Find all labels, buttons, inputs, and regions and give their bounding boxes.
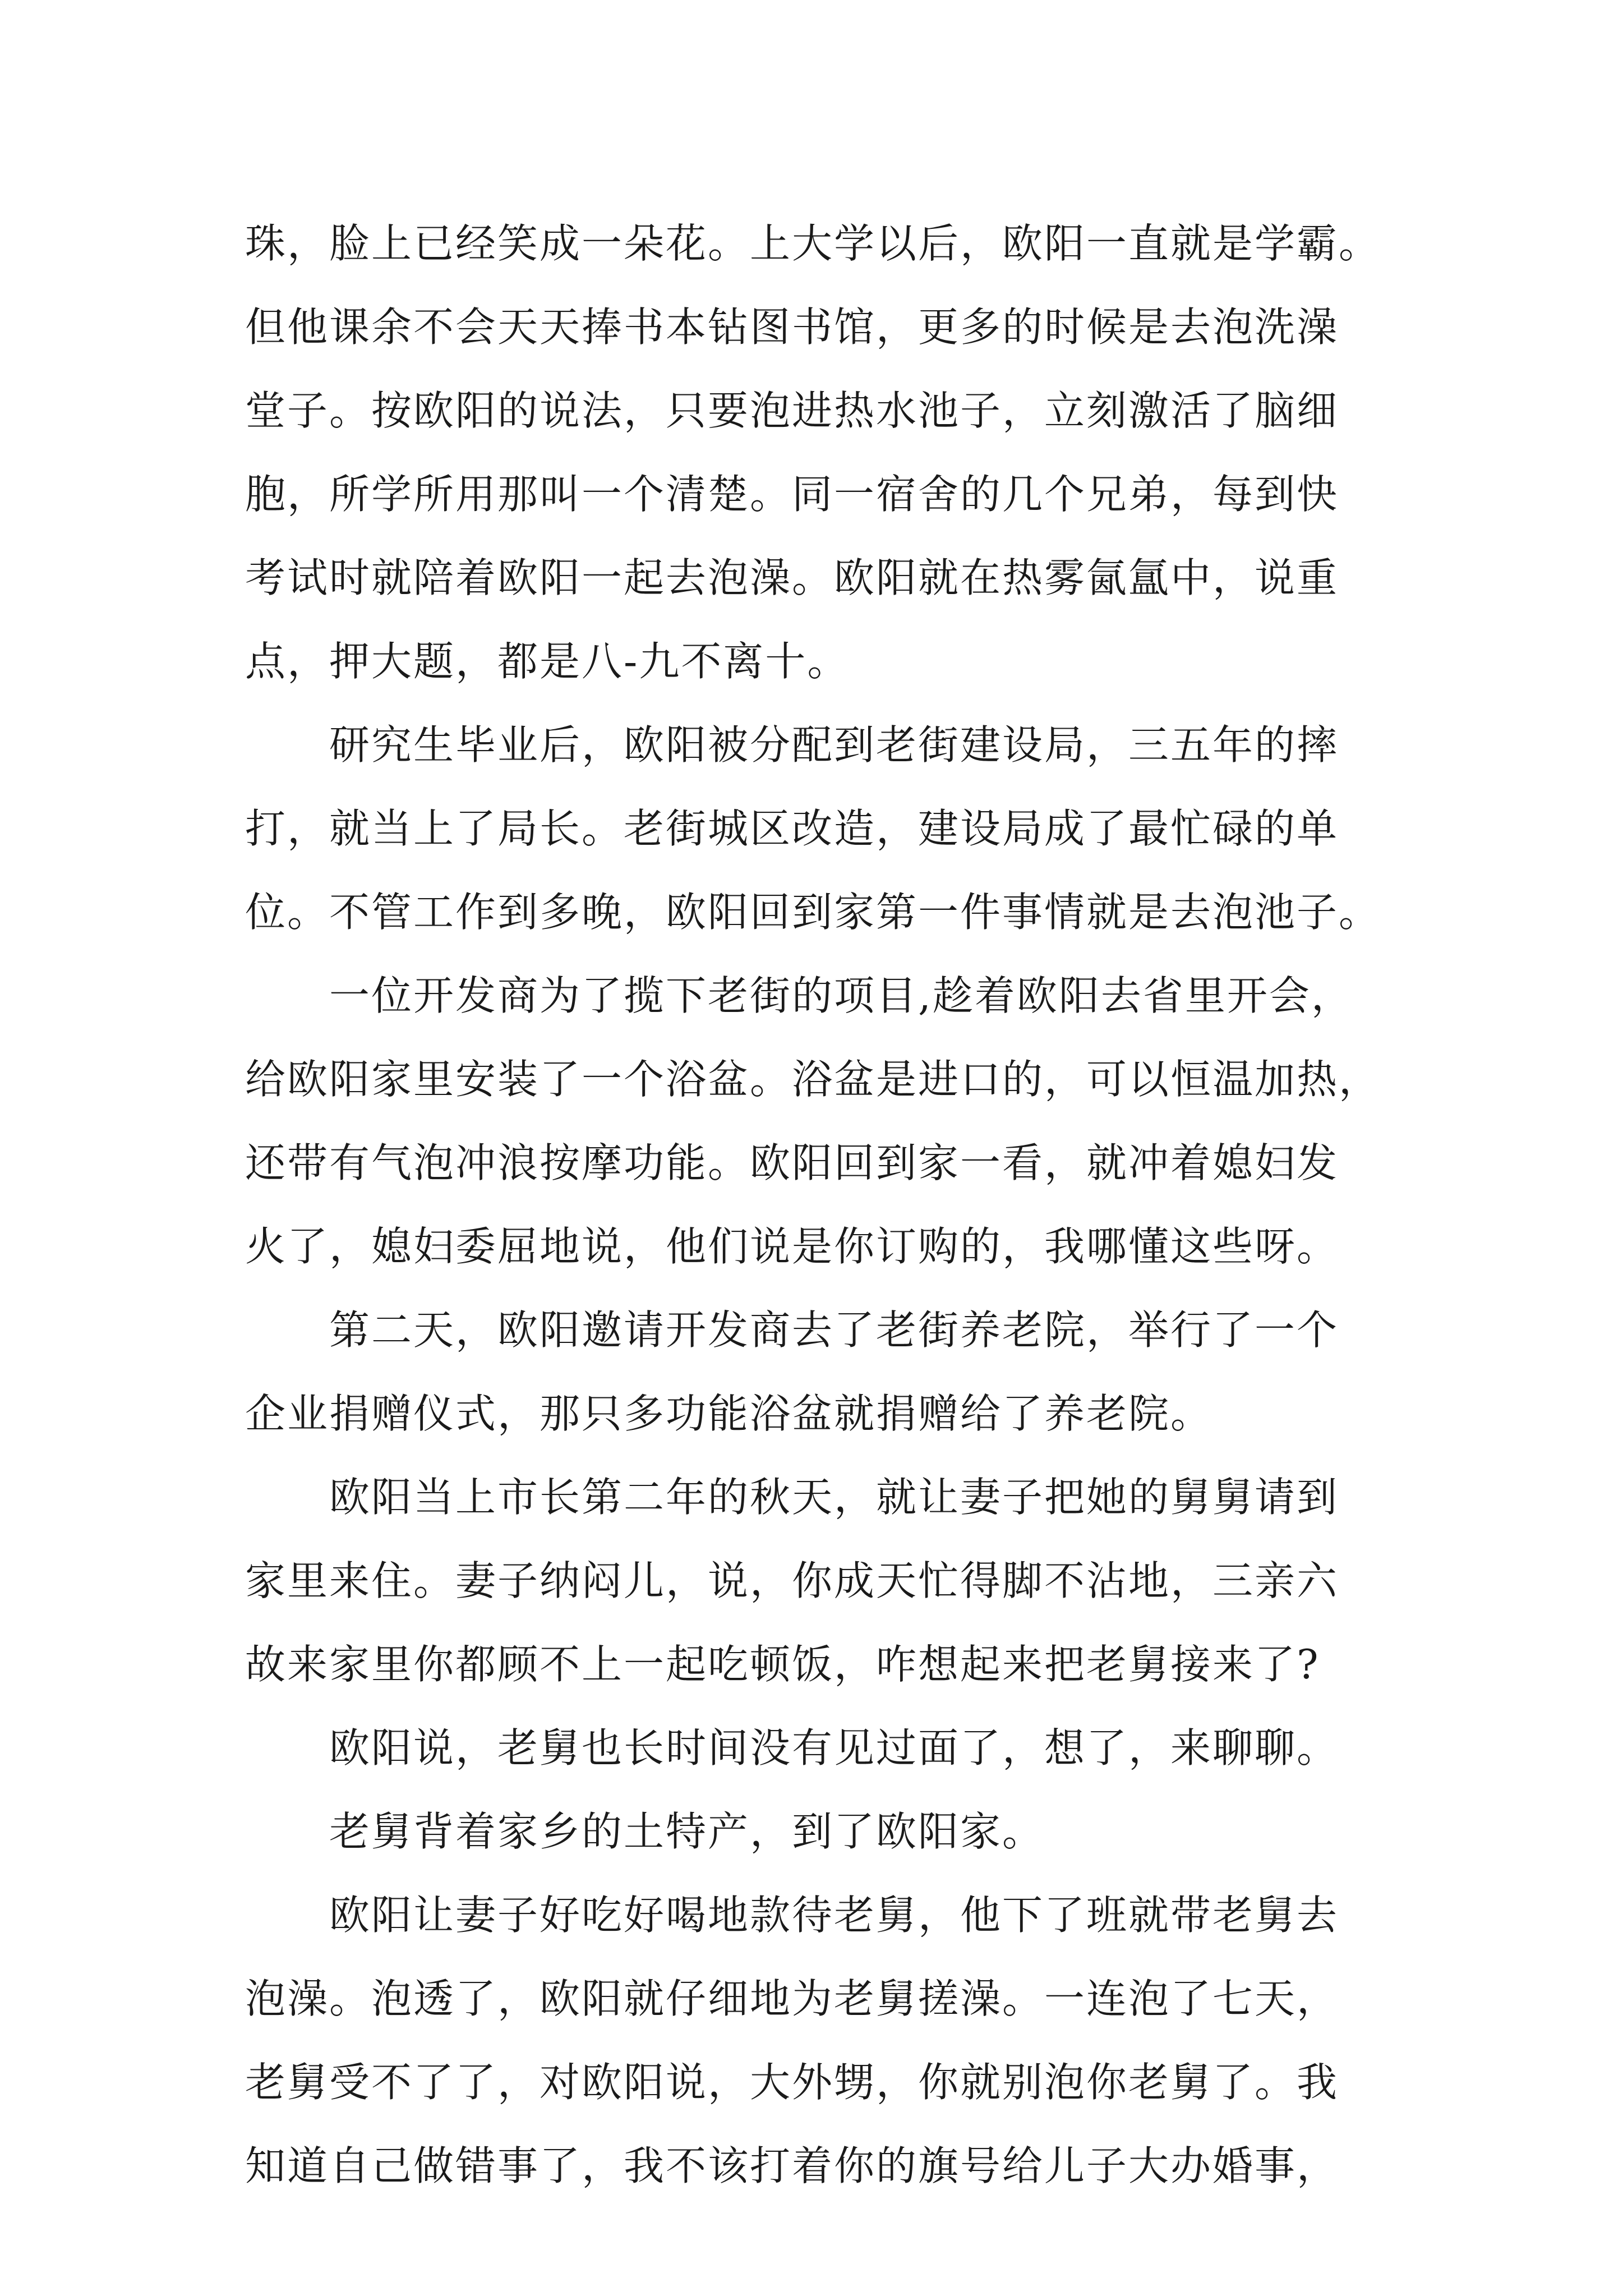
text-line: 胞，所学所用那叫一个清楚。同一宿舍的几个兄弟，每到快 <box>245 471 1339 518</box>
paragraph-start-line: 欧阳说，老舅也长时间没有见过面了，想了，来聊聊。 <box>329 1724 1339 1772</box>
text-line: 考试时就陪着欧阳一起去泡澡。欧阳就在热雾氤氲中，说重 <box>245 554 1339 601</box>
text-line: 点，押大题，都是八-九不离十。 <box>245 638 850 685</box>
text-line: 珠，脸上已经笑成一朵花。上大学以后，欧阳一直就是学霸。 <box>245 220 1381 267</box>
text-line: 堂子。按欧阳的说法，只要泡进热水池子，立刻激活了脑细 <box>245 387 1339 434</box>
text-line: 给欧阳家里安装了一个浴盆。浴盆是进口的，可以恒温加热， <box>245 1056 1381 1103</box>
text-line: 老舅受不了了，对欧阳说，大外甥，你就别泡你老舅了。我 <box>245 2059 1339 2106</box>
text-line: 故来家里你都顾不上一起吃顿饭，咋想起来把老舅接来了? <box>245 1641 1320 1688</box>
text-line: 但他课余不会天天捧书本钻图书馆，更多的时候是去泡洗澡 <box>245 303 1339 351</box>
text-line: 知道自己做错事了，我不该打着你的旗号给儿子大办婚事， <box>245 2142 1339 2189</box>
paragraph-start-line: 欧阳当上市长第二年的秋天，就让妻子把她的舅舅请到 <box>329 1474 1339 1521</box>
text-line: 火了，媳妇委屈地说，他们说是你订购的，我哪懂这些呀。 <box>245 1223 1339 1270</box>
paragraph-start-line: 老舅背着家乡的土特产，到了欧阳家。 <box>329 1808 1045 1855</box>
paragraph-start-line: 欧阳让妻子好吃好喝地款待老舅，他下了班就带老舅去 <box>329 1892 1339 1939</box>
text-line: 还带有气泡冲浪按摩功能。欧阳回到家一看，就冲着媳妇发 <box>245 1139 1339 1186</box>
paragraph-start-line: 研究生毕业后，欧阳被分配到老街建设局，三五年的摔 <box>329 721 1339 769</box>
text-line: 家里来住。妻子纳闷儿，说，你成天忙得脚不沾地，三亲六 <box>245 1557 1339 1604</box>
text-line: 泡澡。泡透了，欧阳就仔细地为老舅搓澡。一连泡了七天， <box>245 1975 1339 2022</box>
paragraph-start-line: 一位开发商为了揽下老街的项目,趁着欧阳去省里开会， <box>329 972 1353 1019</box>
paragraph-start-line: 第二天，欧阳邀请开发商去了老街养老院，举行了一个 <box>329 1306 1339 1354</box>
text-line: 位。不管工作到多晚，欧阳回到家第一件事情就是去泡池子。 <box>245 889 1381 936</box>
text-line: 打，就当上了局长。老街城区改造，建设局成了最忙碌的单 <box>245 805 1339 852</box>
text-line: 企业捐赠仪式，那只多功能浴盆就捐赠给了养老院。 <box>245 1390 1213 1437</box>
body-text <box>245 202 1389 2208</box>
